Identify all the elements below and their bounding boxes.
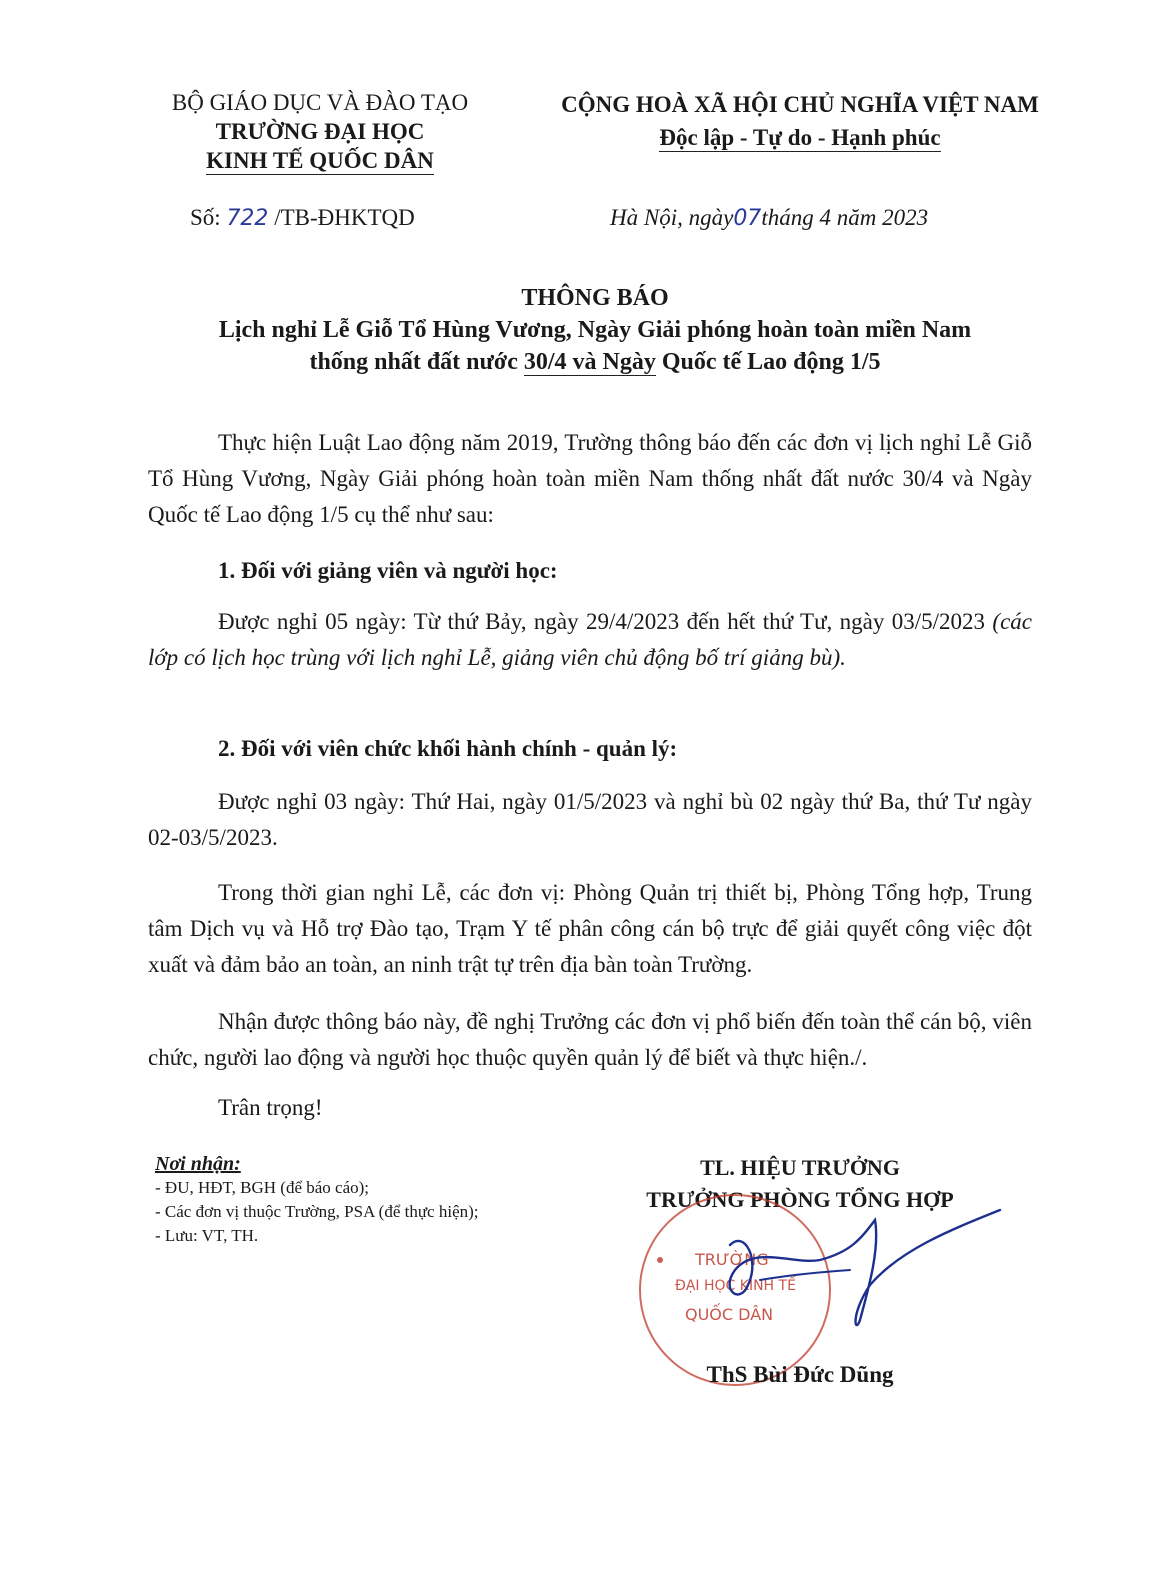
section1-paragraph bbox=[148, 604, 1032, 676]
section2-paragraph: Được nghỉ 03 ngày: Thứ Hai, ngày 01/5/2023 và nghỉ bù 02 ngày thứ Ba, thứ Tư ngày 02-03/5/2023. bbox=[148, 789, 1032, 850]
signer-authority: TL. HIỆU TRƯỞNG bbox=[700, 1155, 900, 1180]
title-type: THÔNG BÁO bbox=[521, 285, 669, 311]
date-suffix: tháng 4 năm 2023 bbox=[761, 205, 929, 230]
recipient-item: - ĐU, HĐT, BGH (để báo cáo); bbox=[155, 1178, 370, 1197]
document-date bbox=[610, 205, 928, 231]
title-line1: Lịch nghỉ Lễ Giỗ Tổ Hùng Vương, Ngày Giải phóng hoàn toàn miền Nam bbox=[218, 317, 972, 343]
section1-heading: 1. Đối với giảng viên và người học: bbox=[218, 558, 558, 583]
national-motto: Độc lập - Tự do - Hạnh phúc bbox=[659, 125, 941, 150]
section1-text: Được nghỉ 05 ngày: Từ thứ Bảy, ngày 29/4/2023 đến hết thứ Tư, ngày 03/5/2023 bbox=[218, 609, 993, 634]
recipient-item: - Các đơn vị thuộc Trường, PSA (để thực hiện); bbox=[155, 1202, 479, 1221]
duty-paragraph: Trong thời gian nghỉ Lễ, các đơn vị: Phòng Quản trị thiết bị, Phòng Tổng hợp, Trung tâm Dịch vụ và Hỗ trợ Đào tạo, Trạm Y tế phân công cán bộ trực để giải quyết công việc đột xuất và đảm bảo an toàn, an ninh trật tự trên địa bàn toàn Trường. bbox=[148, 880, 1032, 977]
doc-number-handwritten: 722 bbox=[226, 206, 269, 231]
doc-number-suffix: /TB-ĐHKTQD bbox=[268, 205, 415, 230]
national-header bbox=[545, 88, 1055, 154]
title-line2-a: thống nhất đất nước bbox=[309, 349, 524, 375]
recipient-item: - Lưu: VT, TH. bbox=[155, 1226, 259, 1245]
stamp-text-top: TRƯỜNG bbox=[695, 1250, 769, 1269]
signer-position: TRƯỞNG PHÒNG TỔNG HỢP bbox=[646, 1187, 954, 1212]
republic-name: CỘNG HOÀ XÃ HỘI CHỦ NGHĨA VIỆT NAM bbox=[561, 92, 1039, 117]
section1-italic-note: (các lớp có lịch học trùng với lịch nghỉ Lễ, giảng viên chủ động bố trí giảng bù). bbox=[148, 609, 1032, 670]
recipients-label: Nơi nhận: bbox=[155, 1153, 241, 1175]
intro-paragraph: Thực hiện Luật Lao động năm 2019, Trường thông báo đến các đơn vị lịch nghỉ Lễ Giỗ Tổ Hùng Vương, Ngày Giải phóng hoàn toàn miền Nam thống nhất đất nước 30/4 và Ngày Quốc tế Lao động 1/5 cụ thể như sau: bbox=[148, 430, 1032, 527]
handwritten-signature bbox=[700, 1190, 1020, 1350]
document-number bbox=[190, 205, 415, 231]
section2-heading: 2. Đối với viên chức khối hành chính - quản lý: bbox=[218, 736, 678, 761]
closing-paragraph: Nhận được thông báo này, đề nghị Trưởng các đơn vị phổ biến đến toàn thể cán bộ, viên chức, người lao động và người học thuộc quyền quản lý để biết và thực hiện./. bbox=[148, 1009, 1032, 1070]
title-line2-underlined: 30/4 và Ngày bbox=[523, 349, 656, 375]
signer-name: ThS Bùi Đức Dũng bbox=[706, 1362, 894, 1387]
title-line2-b: Quốc tế Lao động 1/5 bbox=[655, 349, 881, 375]
school-name-line1: TRƯỜNG ĐẠI HỌC bbox=[215, 119, 425, 144]
regards: Trân trọng! bbox=[218, 1095, 323, 1120]
issuer-block bbox=[150, 88, 490, 175]
title-line2 bbox=[100, 346, 1090, 378]
school-name-line2: KINH TẾ QUỐC DÂN bbox=[206, 148, 434, 173]
doc-number-prefix: Số: bbox=[190, 205, 227, 230]
stamp-text-bottom: QUỐC DÂN bbox=[685, 1305, 774, 1324]
ministry-name: BỘ GIÁO DỤC VÀ ĐÀO TẠO bbox=[171, 90, 469, 115]
date-prefix: Hà Nội, ngày bbox=[610, 205, 734, 230]
stamp-text-mid: ĐẠI HỌC KINH TẾ bbox=[675, 1278, 796, 1294]
date-day-handwritten: 07 bbox=[733, 206, 762, 231]
document-title bbox=[100, 282, 1090, 378]
recipients-block bbox=[155, 1152, 595, 1248]
